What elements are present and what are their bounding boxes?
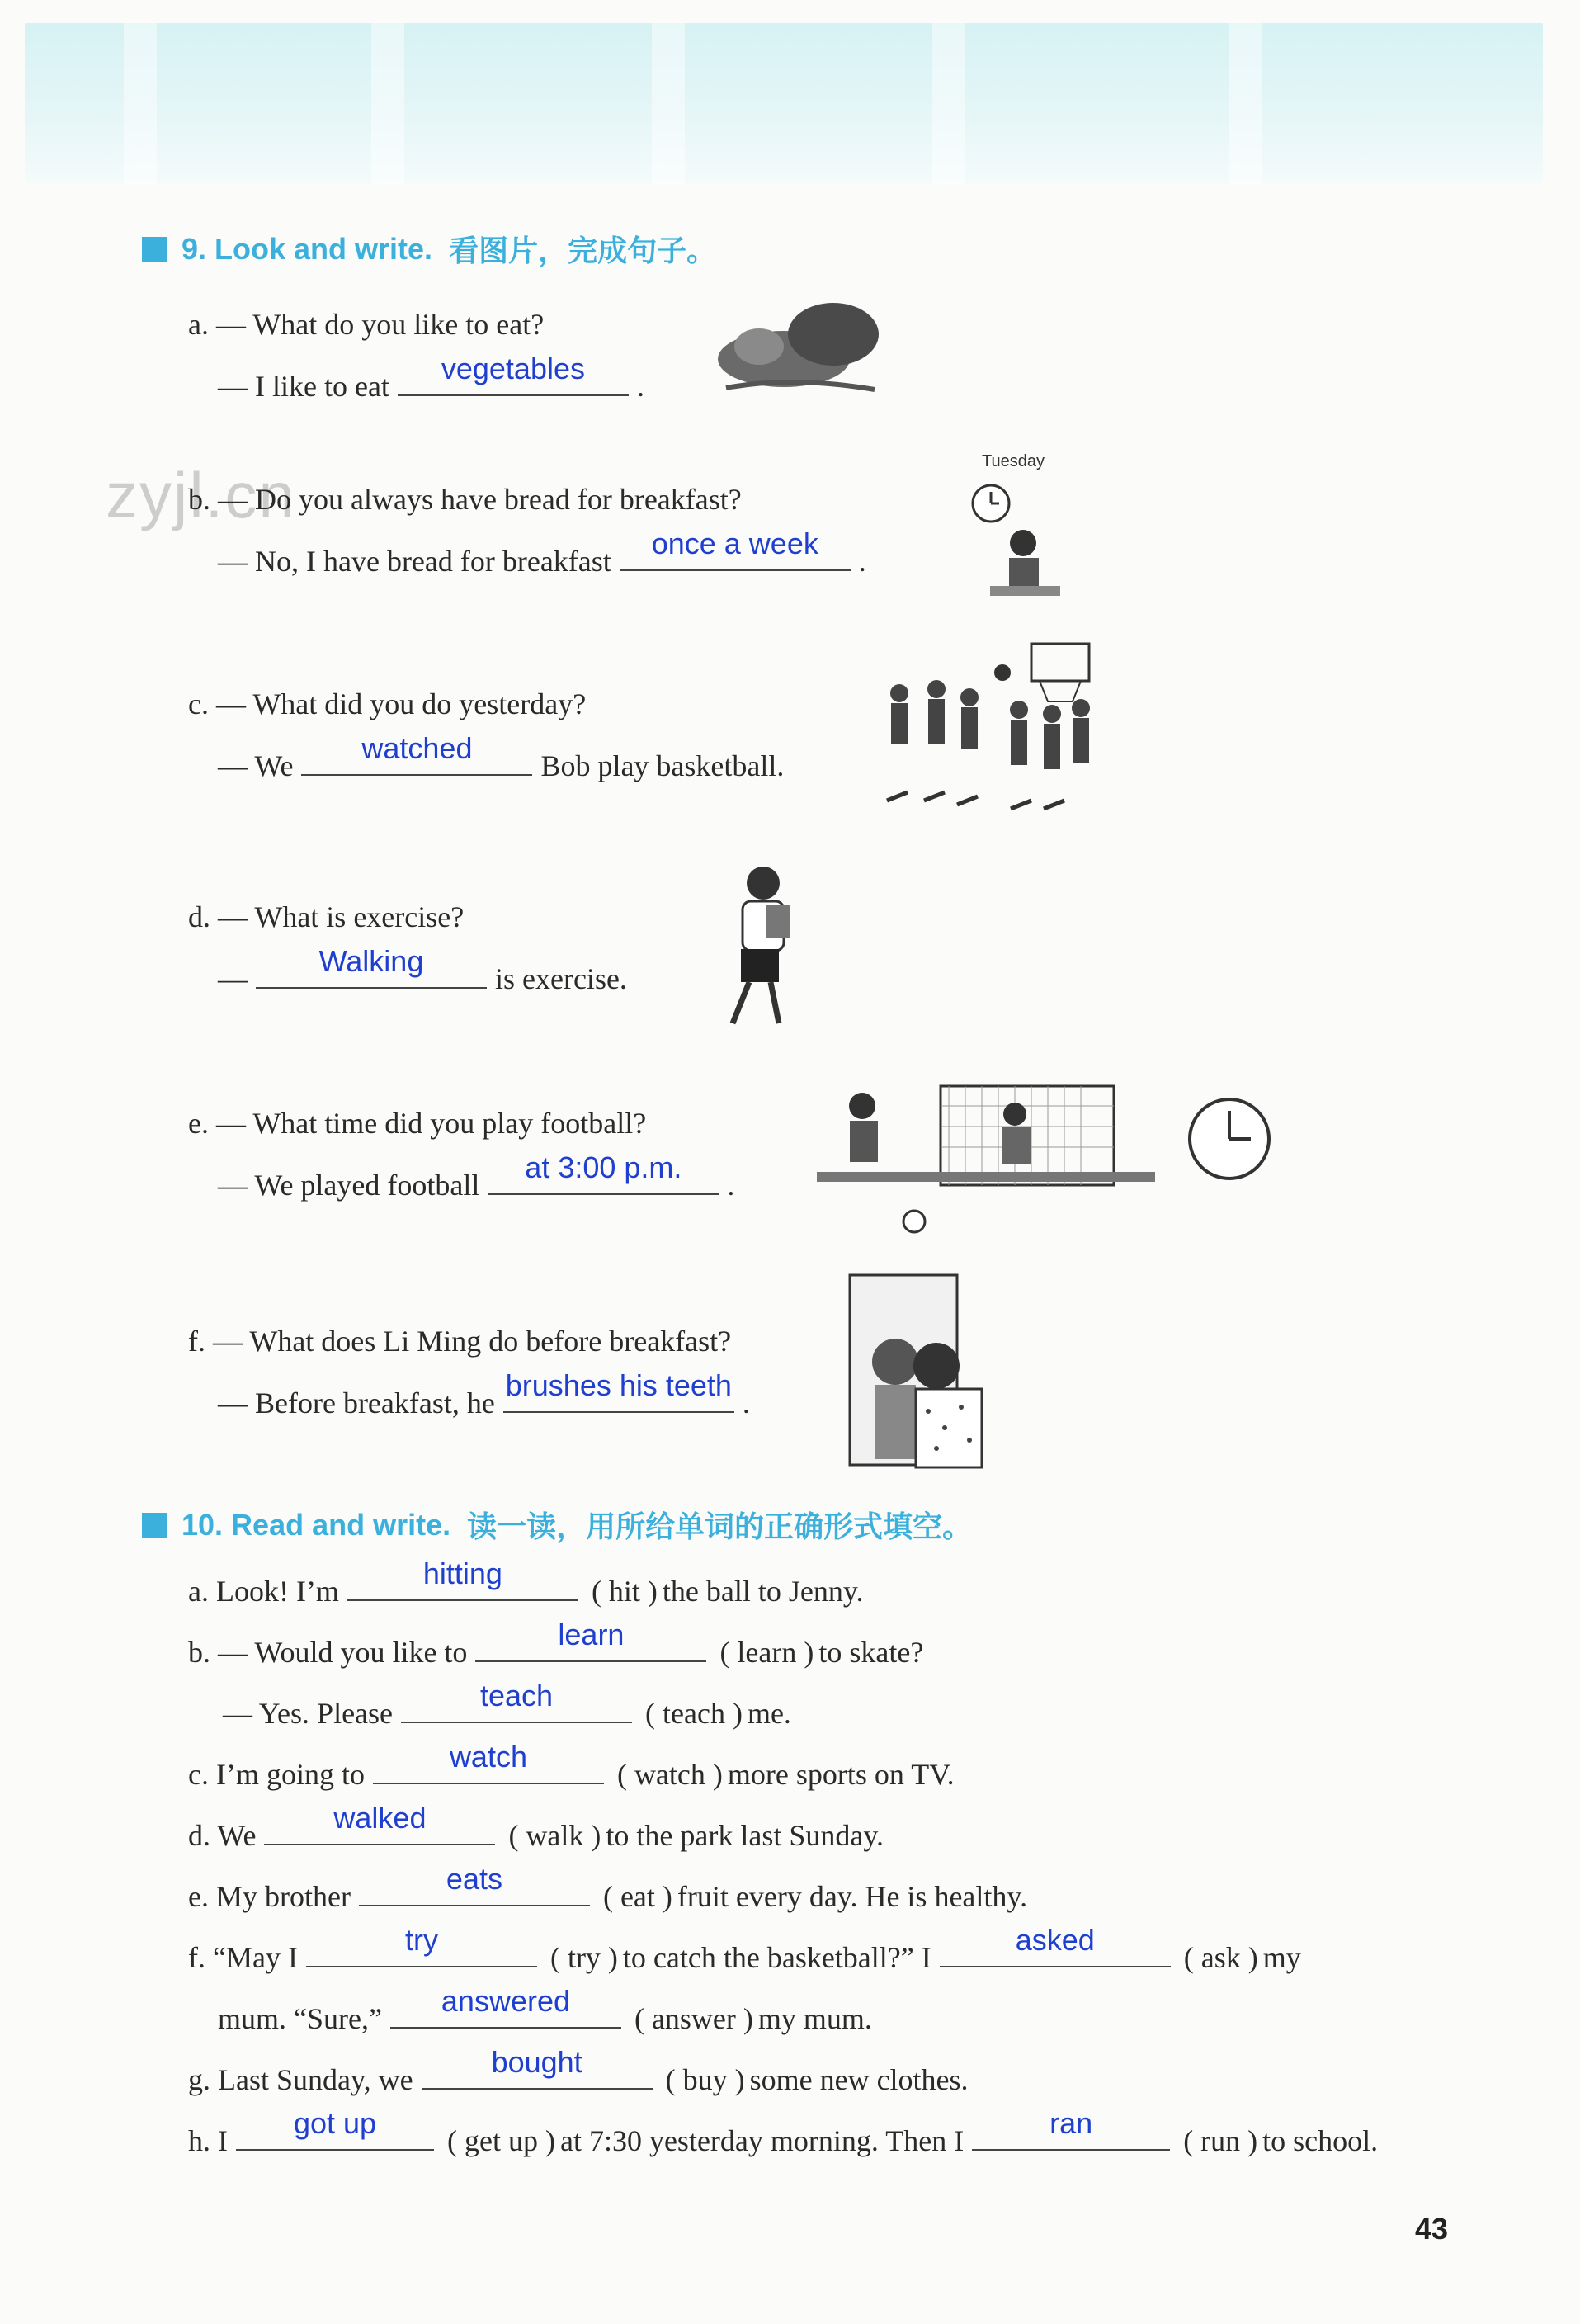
answer-blank[interactable] — [972, 2106, 1170, 2151]
breakfast-picture — [969, 479, 1060, 611]
answer-blank[interactable] — [422, 2045, 653, 2090]
answer-text: try — [404, 1923, 438, 1957]
word-hint: ( eat ) — [602, 1880, 672, 1913]
s9-question-f: f. — What does Li Ming do before breakfast? — [188, 1325, 732, 1358]
word-hint: ( ask ) — [1183, 1941, 1258, 1974]
s9-answer-line-e — [218, 1150, 735, 1202]
section-marker-icon — [142, 237, 167, 262]
answer-text: eats — [446, 1862, 502, 1896]
word-hint: ( run ) — [1183, 2124, 1258, 2157]
answer-blank[interactable] — [940, 1923, 1171, 1967]
s10-f-post: to catch the basketball?” I — [622, 1941, 931, 1974]
s10-line-h — [188, 2106, 1379, 2158]
s10-f2-post: my mum. — [757, 2002, 872, 2035]
s9-c-post: Bob play basketball. — [540, 749, 785, 782]
answer-text: teach — [479, 1679, 554, 1712]
s10-d-pre: d. We — [188, 1819, 257, 1852]
answer-text: vegetables — [441, 352, 585, 385]
answer-text: bought — [491, 2045, 582, 2079]
section10-title-cn: 读一读，用所给单词的正确形式填空。 — [467, 1509, 973, 1544]
s10-b-post: to skate? — [818, 1636, 924, 1669]
s9-answer-line-c — [218, 731, 785, 783]
answer-text: at 3:00 p.m. — [525, 1150, 682, 1184]
s9-question-a: a. — What do you like to eat? — [188, 308, 545, 341]
vegetables-picture — [710, 297, 899, 404]
s9-answer-line-b — [218, 527, 866, 579]
answer-text: learn — [558, 1618, 625, 1651]
s10-a-post: the ball to Jenny. — [662, 1575, 864, 1608]
s9-a-post: . — [636, 370, 644, 403]
s9-question-b: b. — Do you always have bread for breakfast? — [188, 483, 742, 516]
s9-f-pre: — Before breakfast, he — [218, 1386, 495, 1419]
answer-blank[interactable] — [306, 1923, 537, 1967]
answer-text: walked — [333, 1801, 427, 1835]
answer-blank[interactable] — [488, 1150, 719, 1195]
watermark: zyjl.cn — [106, 459, 296, 531]
s10-b2-pre: — Yes. Please — [223, 1697, 394, 1730]
s9-d-pre: — — [218, 962, 248, 995]
word-hint: ( watch ) — [616, 1758, 723, 1791]
answer-blank[interactable] — [359, 1862, 590, 1906]
answer-blank[interactable] — [475, 1618, 706, 1662]
answer-text: once a week — [651, 527, 818, 560]
answer-text: got up — [293, 2106, 377, 2140]
s10-h-post2: to school. — [1262, 2124, 1379, 2157]
football-picture — [817, 1081, 1279, 1238]
s9-answer-line-f — [218, 1368, 750, 1420]
s10-line-a — [188, 1556, 864, 1608]
s10-line-e — [188, 1862, 1028, 1914]
answer-text: hitting — [422, 1556, 502, 1590]
s9-a-pre: — I like to eat — [218, 370, 389, 403]
answer-blank[interactable] — [390, 1984, 621, 2029]
answer-text: watch — [449, 1740, 527, 1774]
s10-line-c — [188, 1740, 955, 1792]
s10-c-post: more sports on TV. — [727, 1758, 955, 1791]
s10-f2-pre: mum. “Sure,” — [218, 2002, 382, 2035]
answer-blank[interactable] — [620, 527, 851, 571]
section9-title: 9. Look and write. — [182, 231, 433, 266]
s10-a-pre: a. Look! I’m — [188, 1575, 339, 1608]
answer-text: brushes his teeth — [505, 1368, 732, 1402]
s9-answer-line-d — [218, 944, 627, 996]
header-band — [25, 23, 1543, 184]
s10-h-post: at 7:30 yesterday morning. Then I — [559, 2124, 965, 2157]
s9-c-pre: — We — [218, 749, 294, 782]
s9-question-c: c. — What did you do yesterday? — [188, 687, 587, 720]
basketball-picture — [875, 635, 1114, 817]
section9-heading — [142, 228, 716, 270]
s10-c-pre: c. I’m going to — [188, 1758, 365, 1791]
answer-blank[interactable] — [264, 1801, 495, 1845]
section10-heading — [142, 1504, 972, 1546]
s10-g-pre: g. Last Sunday, we — [188, 2063, 413, 2096]
section10-title: 10. Read and write. — [182, 1507, 451, 1542]
word-hint: ( try ) — [549, 1941, 618, 1974]
word-hint: ( buy ) — [665, 2063, 745, 2096]
answer-blank[interactable] — [301, 731, 532, 776]
answer-blank[interactable] — [401, 1679, 632, 1723]
s10-line-b — [188, 1618, 924, 1670]
s10-h-pre: h. I — [188, 2124, 228, 2157]
s10-line-b2 — [223, 1679, 791, 1731]
s10-line-d — [188, 1801, 884, 1853]
answer-blank[interactable] — [373, 1740, 604, 1784]
s9-f-post: . — [742, 1386, 750, 1419]
word-hint: ( walk ) — [508, 1819, 601, 1852]
s9-d-post: is exercise. — [495, 962, 627, 995]
answer-text: asked — [1015, 1923, 1095, 1957]
s10-d-post: to the park last Sunday. — [606, 1819, 884, 1852]
answer-blank[interactable] — [398, 352, 629, 396]
s10-b2-post: me. — [747, 1697, 791, 1730]
s10-line-g — [188, 2045, 969, 2097]
answer-text: watched — [361, 731, 473, 765]
word-hint: ( hit ) — [591, 1575, 658, 1608]
s10-g-post: some new clothes. — [749, 2063, 969, 2096]
brushing-teeth-picture — [846, 1271, 1002, 1477]
s10-f-pre: f. “May I — [188, 1941, 298, 1974]
answer-blank[interactable] — [236, 2106, 434, 2151]
walking-boy-picture — [693, 858, 809, 1040]
answer-text: Walking — [318, 944, 424, 978]
section9-title-cn: 看图片，完成句子。 — [449, 234, 717, 268]
answer-blank[interactable] — [256, 944, 487, 989]
answer-blank[interactable] — [503, 1368, 734, 1413]
s9-b-post: . — [858, 545, 866, 578]
word-hint: ( get up ) — [447, 2124, 555, 2157]
s10-line-f2 — [218, 1984, 872, 2036]
section-marker-icon — [142, 1513, 167, 1538]
s9-b-pre: — No, I have bread for breakfast — [218, 545, 611, 578]
s10-e-post: fruit every day. He is healthy. — [677, 1880, 1028, 1913]
answer-text: ran — [1049, 2106, 1093, 2140]
s9-e-post: . — [727, 1169, 735, 1202]
s10-f-post2: my — [1262, 1941, 1301, 1974]
word-hint: ( answer ) — [634, 2002, 753, 2035]
word-hint: ( teach ) — [645, 1697, 743, 1730]
s9-answer-line-a — [218, 352, 644, 404]
s9-e-pre: — We played football — [218, 1169, 480, 1202]
answer-blank[interactable] — [347, 1556, 578, 1601]
word-hint: ( learn ) — [719, 1636, 814, 1669]
s10-line-f — [188, 1923, 1301, 1975]
s9-question-e: e. — What time did you play football? — [188, 1107, 647, 1140]
s9-question-d: d. — What is exercise? — [188, 900, 465, 933]
answer-text: answered — [441, 1984, 570, 2018]
clock-label: Tuesday — [982, 452, 1045, 470]
s10-b-pre: b. — Would you like to — [188, 1636, 468, 1669]
s10-e-pre: e. My brother — [188, 1880, 351, 1913]
page-number: 43 — [1414, 2212, 1448, 2246]
